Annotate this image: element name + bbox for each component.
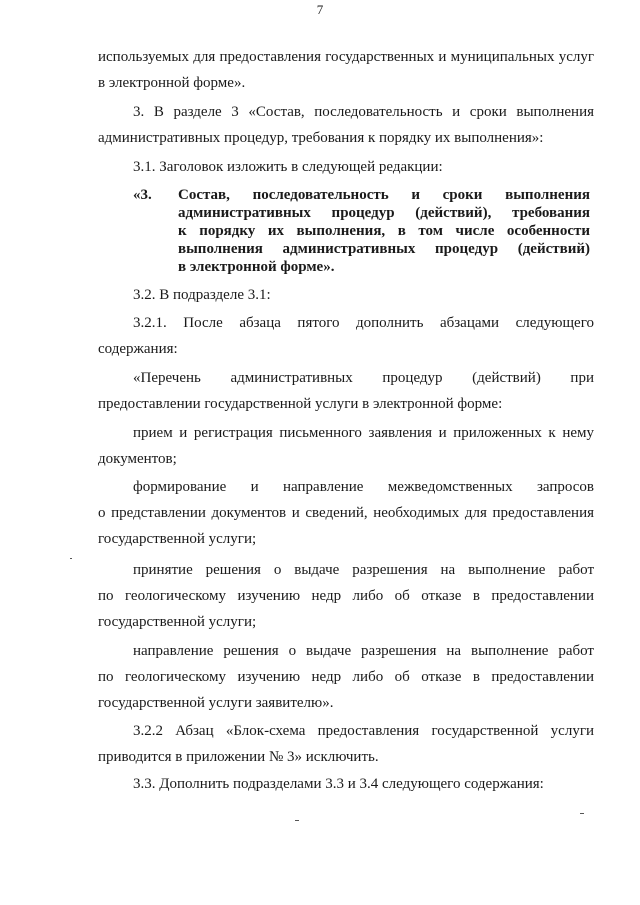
paragraph-line: 3.2.1. После абзаца пятого дополнить абзацами следующего xyxy=(133,315,594,331)
paragraph-line: используемых для предоставления государственных и муниципальных услуг xyxy=(98,49,594,65)
paragraph-line: прием и регистрация письменного заявления и приложенных к нему xyxy=(133,425,594,441)
paragraph-line: 3. В разделе 3 «Состав, последовательность и сроки выполнения xyxy=(133,104,594,120)
paragraph-line: 3.2.2 Абзац «Блок-схема предоставления государственной услуги xyxy=(133,723,594,739)
paragraph-line: 3.1. Заголовок изложить в следующей редакции: xyxy=(133,159,443,175)
paragraph-line: направление решения о выдаче разрешения на выполнение работ xyxy=(133,643,594,659)
paragraph-line: содержания: xyxy=(98,341,178,357)
paragraph-line: о представлении документов и сведений, необходимых для предоставления xyxy=(98,505,594,521)
heading-line: к порядку их выполнения, в том числе особенности xyxy=(178,223,590,239)
paragraph-line: формирование и направление межведомственных запросов xyxy=(133,479,594,495)
scan-speck xyxy=(580,813,584,814)
paragraph-line: принятие решения о выдаче разрешения на выполнение работ xyxy=(133,562,594,578)
scan-speck xyxy=(295,820,299,821)
paragraph-line: «Перечень административных процедур (действий) при xyxy=(133,370,594,386)
paragraph-line: административных процедур, требования к порядку их выполнения»: xyxy=(98,130,544,146)
paragraph-line: по геологическому изучению недр либо об отказе в предоставлении xyxy=(98,588,594,604)
heading-line: Состав, последовательность и сроки выполнения xyxy=(178,187,590,203)
heading-line: выполнения административных процедур (действий) xyxy=(178,241,590,257)
heading-number: «3. xyxy=(133,187,152,203)
paragraph-line: предоставлении государственной услуги в электронной форме: xyxy=(98,396,503,412)
heading-line: административных процедур (действий), требования xyxy=(178,205,590,221)
paragraph-line: в электронной форме». xyxy=(98,75,246,91)
heading-line: в электронной форме». xyxy=(178,259,335,275)
page-number: 7 xyxy=(316,2,324,17)
paragraph-line: 3.2. В подразделе 3.1: xyxy=(133,287,271,303)
paragraph-line: приводится в приложении № 3» исключить. xyxy=(98,749,379,765)
paragraph-line: 3.3. Дополнить подразделами 3.3 и 3.4 следующего содержания: xyxy=(133,776,544,792)
paragraph-line: документов; xyxy=(98,451,177,467)
paragraph-line: государственной услуги; xyxy=(98,531,257,547)
scan-speck xyxy=(70,558,72,559)
paragraph-line: по геологическому изучению недр либо об отказе в предоставлении xyxy=(98,669,594,685)
paragraph-line: государственной услуги заявителю». xyxy=(98,695,334,711)
paragraph-line: государственной услуги; xyxy=(98,614,257,630)
